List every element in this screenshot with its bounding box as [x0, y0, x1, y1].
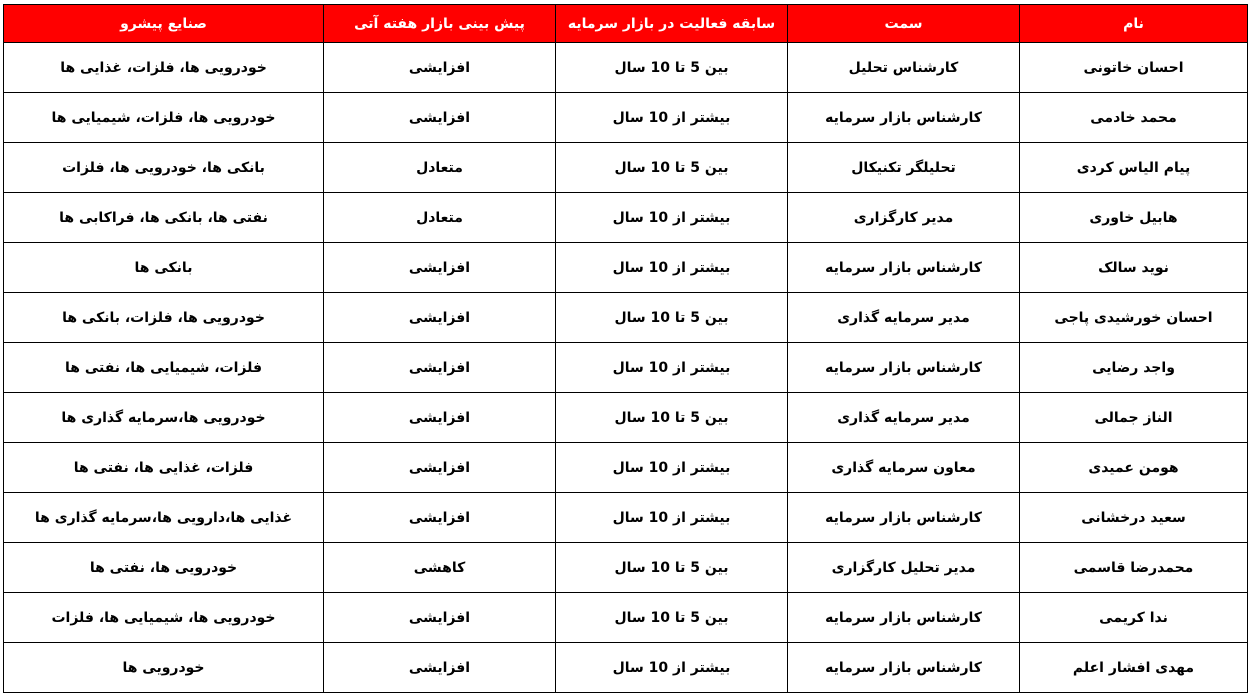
cell-experience: بین 5 تا 10 سال — [556, 393, 788, 443]
cell-name: مهدی افشار اعلم — [1020, 643, 1248, 693]
table-row — [4, 93, 1248, 143]
cell-forecast: کاهشی — [324, 543, 556, 593]
header-name: نام — [1020, 5, 1248, 43]
cell-name: محمد خادمی — [1020, 93, 1248, 143]
cell-experience: بین 5 تا 10 سال — [556, 593, 788, 643]
table-row — [4, 293, 1248, 343]
cell-industries: بانکی ها — [4, 243, 324, 293]
analyst-forecast-table — [3, 4, 1248, 693]
header-row — [4, 5, 1248, 43]
cell-name: احسان خاتونی — [1020, 43, 1248, 93]
cell-industries: بانکی ها، خودرویی ها، فلزات — [4, 143, 324, 193]
table-row — [4, 43, 1248, 93]
header-industries: صنایع پیشرو — [4, 5, 324, 43]
cell-role: کارشناس بازار سرمایه — [788, 93, 1020, 143]
cell-role: کارشناس بازار سرمایه — [788, 493, 1020, 543]
cell-forecast: افزایشی — [324, 393, 556, 443]
cell-name: ندا کریمی — [1020, 593, 1248, 643]
cell-name: هومن عمیدی — [1020, 443, 1248, 493]
table-row — [4, 343, 1248, 393]
cell-industries: فلزات، غذایی ها، نفتی ها — [4, 443, 324, 493]
cell-experience: بین 5 تا 10 سال — [556, 43, 788, 93]
cell-forecast: افزایشی — [324, 293, 556, 343]
table-row — [4, 393, 1248, 443]
cell-role: معاون سرمایه گذاری — [788, 443, 1020, 493]
analyst-table-container — [3, 4, 1247, 693]
cell-name: احسان خورشیدی پاجی — [1020, 293, 1248, 343]
cell-forecast: افزایشی — [324, 343, 556, 393]
cell-experience: بیشتر از 10 سال — [556, 443, 788, 493]
cell-industries: خودرویی ها، شیمیایی ها، فلزات — [4, 593, 324, 643]
header-role: سمت — [788, 5, 1020, 43]
table-row — [4, 193, 1248, 243]
cell-name: محمدرضا قاسمی — [1020, 543, 1248, 593]
cell-forecast: افزایشی — [324, 443, 556, 493]
table-header — [4, 5, 1248, 43]
cell-role: مدیر سرمایه گذاری — [788, 293, 1020, 343]
table-row — [4, 443, 1248, 493]
cell-name: سعید درخشانی — [1020, 493, 1248, 543]
cell-name: واجد رضایی — [1020, 343, 1248, 393]
table-row — [4, 493, 1248, 543]
cell-industries: خودرویی ها، نفتی ها — [4, 543, 324, 593]
cell-experience: بیشتر از 10 سال — [556, 643, 788, 693]
cell-role: کارشناس بازار سرمایه — [788, 343, 1020, 393]
table-row — [4, 143, 1248, 193]
cell-name: الناز جمالی — [1020, 393, 1248, 443]
cell-role: مدیر تحلیل کارگزاری — [788, 543, 1020, 593]
cell-forecast: افزایشی — [324, 593, 556, 643]
cell-role: مدیر کارگزاری — [788, 193, 1020, 243]
cell-forecast: افزایشی — [324, 93, 556, 143]
cell-industries: فلزات، شیمیایی ها، نفتی ها — [4, 343, 324, 393]
table-row — [4, 593, 1248, 643]
cell-forecast: افزایشی — [324, 493, 556, 543]
table-row — [4, 243, 1248, 293]
cell-industries: خودرویی ها، فلزات، بانکی ها — [4, 293, 324, 343]
cell-experience: بیشتر از 10 سال — [556, 493, 788, 543]
cell-industries: خودرویی ها، فلزات، شیمیایی ها — [4, 93, 324, 143]
table-body — [4, 43, 1248, 693]
cell-role: کارشناس بازار سرمایه — [788, 243, 1020, 293]
cell-role: مدیر سرمایه گذاری — [788, 393, 1020, 443]
cell-experience: بین 5 تا 10 سال — [556, 543, 788, 593]
cell-experience: بیشتر از 10 سال — [556, 193, 788, 243]
cell-industries: نفتی ها، بانکی ها، فراکابی ها — [4, 193, 324, 243]
cell-experience: بین 5 تا 10 سال — [556, 143, 788, 193]
cell-role: کارشناس بازار سرمایه — [788, 593, 1020, 643]
header-forecast: پیش بینی بازار هفته آتی — [324, 5, 556, 43]
cell-experience: بیشتر از 10 سال — [556, 343, 788, 393]
table-row — [4, 643, 1248, 693]
cell-forecast: افزایشی — [324, 43, 556, 93]
cell-industries: غذایی ها،دارویی ها،سرمایه گذاری ها — [4, 493, 324, 543]
cell-forecast: افزایشی — [324, 643, 556, 693]
cell-industries: خودرویی ها،سرمایه گذاری ها — [4, 393, 324, 443]
header-experience: سابقه فعالیت در بازار سرمایه — [556, 5, 788, 43]
cell-name: پیام الیاس کردی — [1020, 143, 1248, 193]
cell-experience: بیشتر از 10 سال — [556, 93, 788, 143]
cell-role: کارشناس بازار سرمایه — [788, 643, 1020, 693]
cell-experience: بیشتر از 10 سال — [556, 243, 788, 293]
cell-name: نوید سالک — [1020, 243, 1248, 293]
cell-industries: خودرویی ها، فلزات، غذایی ها — [4, 43, 324, 93]
cell-forecast: متعادل — [324, 143, 556, 193]
cell-role: کارشناس تحلیل — [788, 43, 1020, 93]
cell-forecast: متعادل — [324, 193, 556, 243]
table-row — [4, 543, 1248, 593]
cell-name: هابیل خاوری — [1020, 193, 1248, 243]
cell-forecast: افزایشی — [324, 243, 556, 293]
cell-role: تحلیلگر تکنیکال — [788, 143, 1020, 193]
cell-industries: خودرویی ها — [4, 643, 324, 693]
cell-experience: بین 5 تا 10 سال — [556, 293, 788, 343]
